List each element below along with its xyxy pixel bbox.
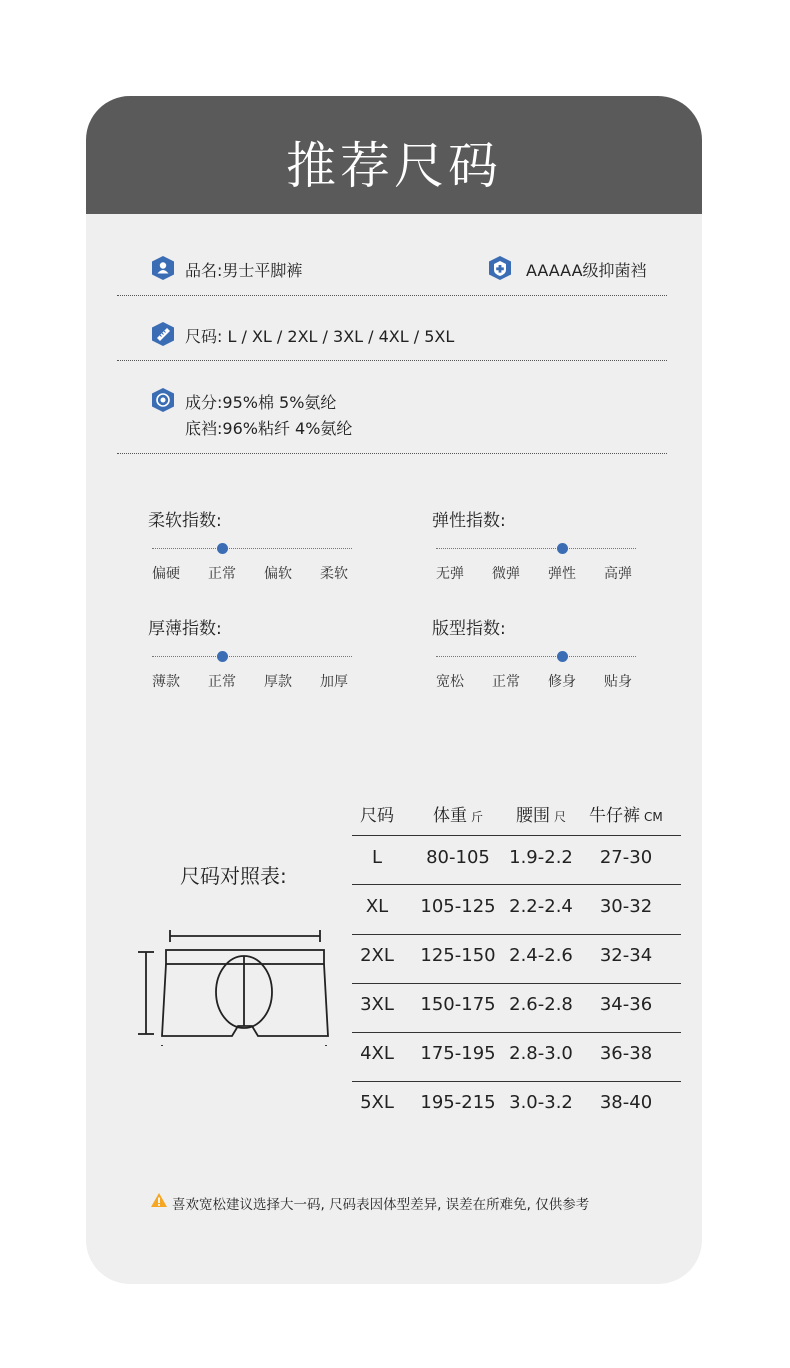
warning-icon <box>150 1192 168 1208</box>
table-row-divider <box>352 934 681 935</box>
index-scale-label: 偏软 <box>264 566 292 582</box>
index-scale-track <box>152 548 352 549</box>
index-title: 柔软指数: <box>148 511 222 531</box>
table-cell: 30-32 <box>599 896 653 917</box>
product-name: 品名:男士平脚裤 <box>185 261 303 280</box>
index-scale-label: 弹性 <box>548 566 576 582</box>
table-cell: 1.9-2.2 <box>509 847 573 868</box>
index-scale-label: 正常 <box>208 566 236 582</box>
table-cell: 2XL <box>360 945 394 966</box>
table-cell: XL <box>365 896 389 917</box>
divider <box>117 295 667 296</box>
table-cell: 38-40 <box>599 1092 653 1113</box>
table-header-label: 体重 <box>433 806 467 826</box>
index-title: 版型指数: <box>432 619 506 639</box>
index-scale-label: 宽松 <box>436 674 464 690</box>
divider <box>117 360 667 361</box>
table-row-divider <box>352 1081 681 1082</box>
index-level-marker <box>217 543 228 554</box>
index-scale-track <box>436 548 636 549</box>
table-cell: 2.4-2.6 <box>509 945 573 966</box>
antibacterial-label: AAAAA级抑菌裆 <box>526 261 647 280</box>
table-row-divider <box>352 835 681 836</box>
table-cell: 150-175 <box>420 994 496 1015</box>
index-scale-label: 薄款 <box>152 674 180 690</box>
size-note: 喜欢宽松建议选择大一码, 尺码表因体型差异, 误差在所难免, 仅供参考 <box>172 1197 590 1213</box>
table-header-cell <box>433 801 483 826</box>
table-header-cell <box>589 801 663 826</box>
table-cell: 4XL <box>360 1043 394 1064</box>
divider <box>117 453 667 454</box>
table-cell: 3XL <box>360 994 394 1015</box>
table-cell: L <box>371 847 383 868</box>
index-scale-label: 修身 <box>548 674 576 690</box>
boxer-diagram-icon <box>134 926 334 1046</box>
index-scale-label: 无弹 <box>436 566 464 582</box>
index-title: 厚薄指数: <box>148 619 222 639</box>
composition-crotch: 底裆:96%粘纤 4%氨纶 <box>185 419 353 438</box>
table-header-label: 牛仔裤 <box>589 806 640 826</box>
index-title: 弹性指数: <box>432 511 506 531</box>
table-cell: 2.6-2.8 <box>509 994 573 1015</box>
table-cell: 5XL <box>360 1092 394 1113</box>
ruler-shield-icon <box>151 321 175 347</box>
fabric-shield-icon <box>151 387 175 413</box>
page-title: 推荐尺码 <box>286 137 502 195</box>
table-header-unit: 斤 <box>471 810 484 824</box>
size-list: 尺码: L / XL / 2XL / 3XL / 4XL / 5XL <box>185 327 455 346</box>
table-row-divider <box>352 1032 681 1033</box>
table-cell: 175-195 <box>420 1043 496 1064</box>
index-scale-label: 正常 <box>208 674 236 690</box>
table-cell: 27-30 <box>599 847 653 868</box>
table-header-unit: 尺 <box>554 810 567 824</box>
table-cell: 195-215 <box>420 1092 496 1113</box>
index-scale-label: 厚款 <box>264 674 292 690</box>
table-cell: 2.8-3.0 <box>509 1043 573 1064</box>
antibacterial-shield-icon <box>488 255 512 281</box>
table-cell: 2.2-2.4 <box>509 896 573 917</box>
index-level-marker <box>557 543 568 554</box>
index-scale-label: 偏硬 <box>152 566 180 582</box>
table-cell: 80-105 <box>426 847 490 868</box>
header-bar <box>86 96 702 214</box>
table-header-cell <box>516 801 566 826</box>
table-row-divider <box>352 983 681 984</box>
index-scale-label: 加厚 <box>320 674 348 690</box>
index-scale-label: 柔软 <box>320 566 348 582</box>
table-cell: 105-125 <box>420 896 496 917</box>
size-guide-card <box>86 96 702 1284</box>
index-level-marker <box>217 651 228 662</box>
index-scale-label: 微弹 <box>492 566 520 582</box>
index-scale-label: 贴身 <box>604 674 632 690</box>
table-header-label: 尺码 <box>360 806 394 826</box>
table-cell: 36-38 <box>599 1043 653 1064</box>
size-chart-title: 尺码对照表: <box>180 864 287 888</box>
index-scale-label: 高弹 <box>604 566 632 582</box>
user-shield-icon <box>151 255 175 281</box>
index-scale-label: 正常 <box>492 674 520 690</box>
table-row-divider <box>352 884 681 885</box>
composition-main: 成分:95%棉 5%氨纶 <box>185 393 337 412</box>
table-header-label: 腰围 <box>516 806 550 826</box>
table-cell: 32-34 <box>599 945 653 966</box>
table-header-cell <box>360 801 394 826</box>
index-scale-track <box>436 656 636 657</box>
table-cell: 34-36 <box>599 994 653 1015</box>
table-cell: 125-150 <box>420 945 496 966</box>
index-scale-track <box>152 656 352 657</box>
table-cell: 3.0-3.2 <box>509 1092 573 1113</box>
index-level-marker <box>557 651 568 662</box>
table-header-unit: CM <box>644 810 663 824</box>
